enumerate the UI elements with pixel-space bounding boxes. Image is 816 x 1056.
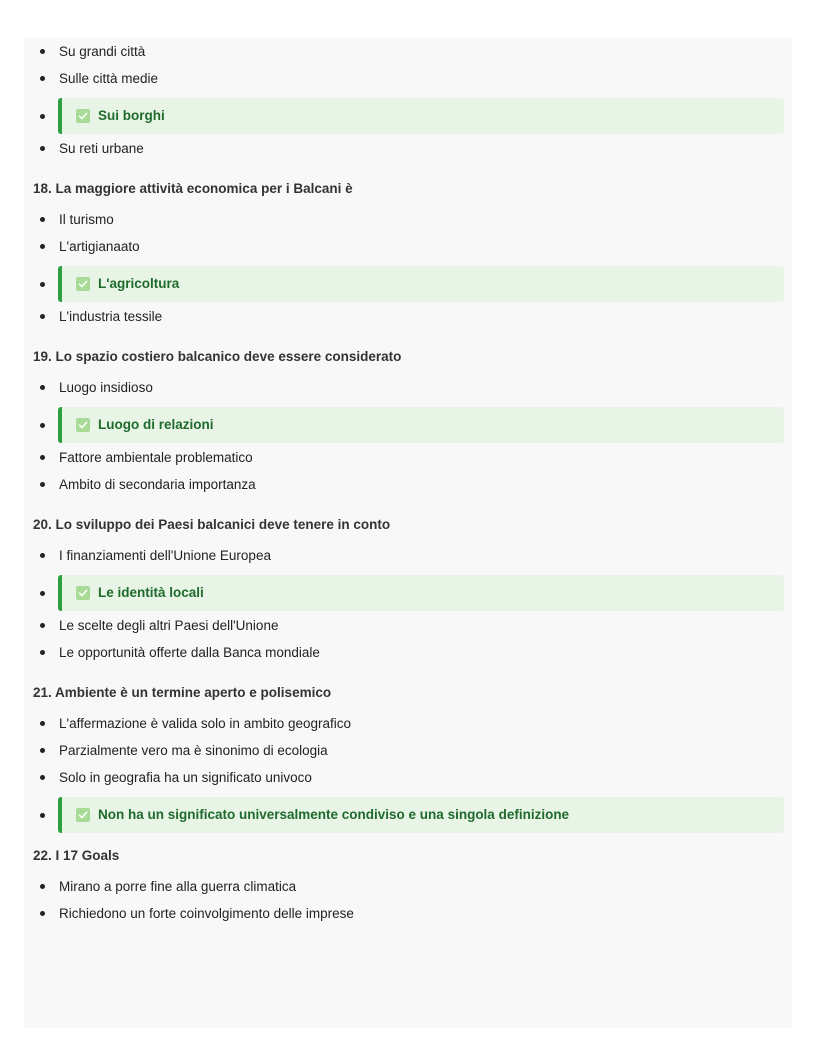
correct-answer-item [24, 266, 792, 302]
bullet-dot [40, 314, 45, 319]
bullet-dot [40, 482, 45, 487]
list-item [24, 741, 792, 768]
correct-answer-box [58, 266, 784, 302]
bullet-dot [40, 455, 45, 460]
check-box-icon [76, 808, 90, 822]
bullet-dot [40, 623, 45, 628]
option-label: Le opportunità offerte dalla Banca mondiale [59, 645, 320, 660]
list-item [24, 42, 792, 69]
list-item [24, 616, 792, 643]
option-label: I finanziamenti dell'Unione Europea [59, 548, 271, 563]
bullet-dot [40, 721, 45, 726]
correct-answer-box [58, 575, 784, 611]
bullet-dot [40, 244, 45, 249]
option-label: Parzialmente vero ma è sinonimo di ecologia [59, 743, 328, 758]
option-label: Luogo insidioso [59, 380, 153, 395]
correct-answer-box [58, 797, 784, 833]
bullet-dot [40, 385, 45, 390]
quiz-page [24, 38, 792, 1028]
correct-answer-label: Sui borghi [98, 108, 165, 123]
q20-options [24, 546, 792, 670]
option-label: L'affermazione è valida solo in ambito geografico [59, 716, 352, 731]
bullet-dot [40, 146, 45, 151]
correct-answer-label: Non ha un significato universalmente condiviso e una singola definizione [98, 807, 570, 822]
bullet-dot [40, 591, 45, 596]
bullet-dot [40, 775, 45, 780]
bullet-dot [40, 813, 45, 818]
q18-options [24, 210, 792, 334]
bullet-dot [40, 217, 45, 222]
list-item [24, 448, 792, 475]
list-item [24, 210, 792, 237]
bullet-dot [40, 911, 45, 916]
list-item [24, 768, 792, 795]
q21-options [24, 714, 792, 833]
bullet-dot [40, 282, 45, 287]
q17-options [24, 42, 792, 166]
correct-answer-item [24, 407, 792, 443]
bullet-dot [40, 650, 45, 655]
list-item [24, 877, 792, 904]
check-box-icon [76, 586, 90, 600]
list-item [24, 307, 792, 334]
option-label: Ambito di secondaria importanza [59, 477, 256, 492]
bullet-dot [40, 748, 45, 753]
list-item [24, 643, 792, 670]
option-label: Su grandi città [59, 44, 146, 59]
list-item [24, 714, 792, 741]
correct-answer-label: Luogo di relazioni [98, 417, 214, 432]
list-item [24, 139, 792, 166]
correct-answer-item [24, 575, 792, 611]
option-label: Le scelte degli altri Paesi dell'Unione [59, 618, 279, 633]
quiz-content [24, 42, 792, 931]
option-label: Fattore ambientale problematico [59, 450, 253, 465]
check-box-icon [76, 418, 90, 432]
option-label: Solo in geografia ha un significato univoco [59, 770, 312, 785]
list-item [24, 475, 792, 502]
bullet-dot [40, 76, 45, 81]
list-item [24, 378, 792, 405]
list-item [24, 237, 792, 264]
option-label: Richiedono un forte coinvolgimento delle imprese [59, 906, 354, 921]
correct-answer-box [58, 98, 784, 134]
correct-answer-label: Le identità locali [98, 585, 204, 600]
option-label: Su reti urbane [59, 141, 144, 156]
question-title: 22. I 17 Goals [33, 848, 120, 863]
correct-answer-item [24, 98, 792, 134]
option-label: Il turismo [59, 212, 114, 227]
bullet-dot [40, 884, 45, 889]
q19-options [24, 378, 792, 502]
question-title: 20. Lo sviluppo dei Paesi balcanici deve tenere in conto [33, 517, 391, 532]
list-item [24, 546, 792, 573]
question-title: 19. Lo spazio costiero balcanico deve essere considerato [33, 349, 402, 364]
bullet-dot [40, 49, 45, 54]
question-title: 18. La maggiore attività economica per i Balcani è [33, 181, 353, 196]
option-label: L'artigianaato [59, 239, 140, 254]
check-box-icon [76, 277, 90, 291]
bullet-dot [40, 423, 45, 428]
list-item [24, 904, 792, 931]
bullet-dot [40, 114, 45, 119]
list-item [24, 69, 792, 96]
option-label: Mirano a porre fine alla guerra climatica [59, 879, 297, 894]
correct-answer-label: L'agricoltura [98, 276, 180, 291]
bullet-dot [40, 553, 45, 558]
correct-answer-box [58, 407, 784, 443]
question-title: 21. Ambiente è un termine aperto e polisemico [33, 685, 332, 700]
option-label: Sulle città medie [59, 71, 159, 86]
option-label: L'industria tessile [59, 309, 163, 324]
q22-options [24, 877, 792, 931]
correct-answer-item [24, 797, 792, 833]
check-box-icon [76, 109, 90, 123]
